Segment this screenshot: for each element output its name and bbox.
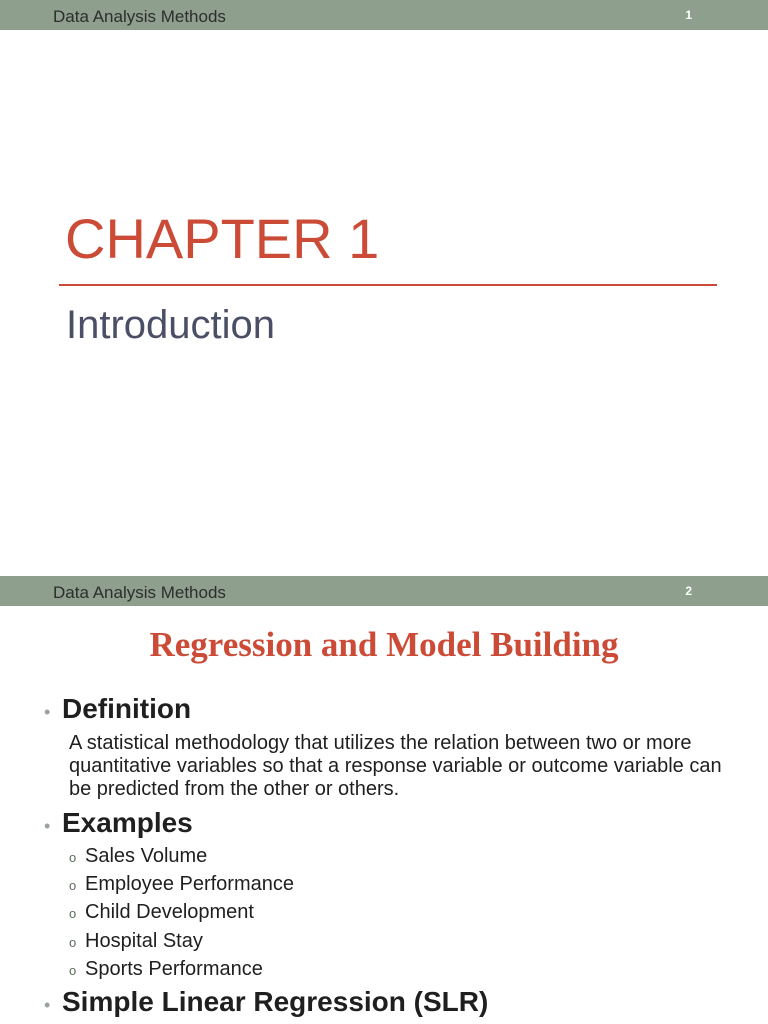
list-item: [69, 929, 294, 957]
slr-heading: Simple Linear Regression (SLR): [62, 986, 489, 1017]
slide-1-header-title: Data Analysis Methods: [53, 7, 226, 26]
sub-bullet-icon: o: [69, 906, 77, 922]
definition-text: A statistical methodology that utilizes the relation between two or more quantitative variables so that a response variable or outcome variable can be predicted from the other or others.: [69, 732, 722, 800]
chapter-subtitle: Introduction: [66, 303, 276, 347]
example-text: Sales Volume: [85, 845, 208, 867]
sub-bullet-icon: o: [69, 934, 77, 950]
list-item: [69, 872, 294, 900]
slide-2-page-number: 2: [685, 584, 692, 598]
example-text: Hospital Stay: [85, 929, 203, 952]
example-text: Employee Performance: [85, 873, 294, 896]
slide-2-title: Regression and Model Building: [149, 625, 619, 664]
bullet-dot-icon: •: [44, 702, 51, 722]
example-text: Sports Performance: [85, 957, 263, 980]
chapter-title: CHAPTER 1: [65, 207, 380, 270]
slide-1-header-bar: [0, 0, 768, 30]
bullet-dot-icon: •: [44, 816, 51, 836]
sub-bullet-icon: o: [69, 962, 77, 978]
bullet-definition: [44, 692, 191, 726]
bullet-dot-icon: •: [44, 995, 51, 1015]
slide-2: [0, 576, 768, 1024]
title-divider: [59, 284, 717, 286]
slide-1-page-number: 1: [685, 8, 692, 22]
bullet-slr: [44, 985, 488, 1019]
sub-bullet-icon: o: [69, 850, 77, 865]
examples-list: [69, 844, 294, 985]
examples-heading: Examples: [62, 807, 193, 838]
example-text: Child Development: [85, 901, 254, 924]
slide-2-header-bar: [0, 576, 768, 606]
list-item: [69, 957, 294, 985]
definition-heading: Definition: [62, 693, 192, 724]
list-item: [69, 900, 294, 928]
slide-2-header-title: Data Analysis Methods: [53, 583, 226, 602]
list-item: [69, 844, 294, 872]
sub-bullet-icon: o: [69, 878, 77, 894]
bullet-examples: [44, 806, 193, 840]
